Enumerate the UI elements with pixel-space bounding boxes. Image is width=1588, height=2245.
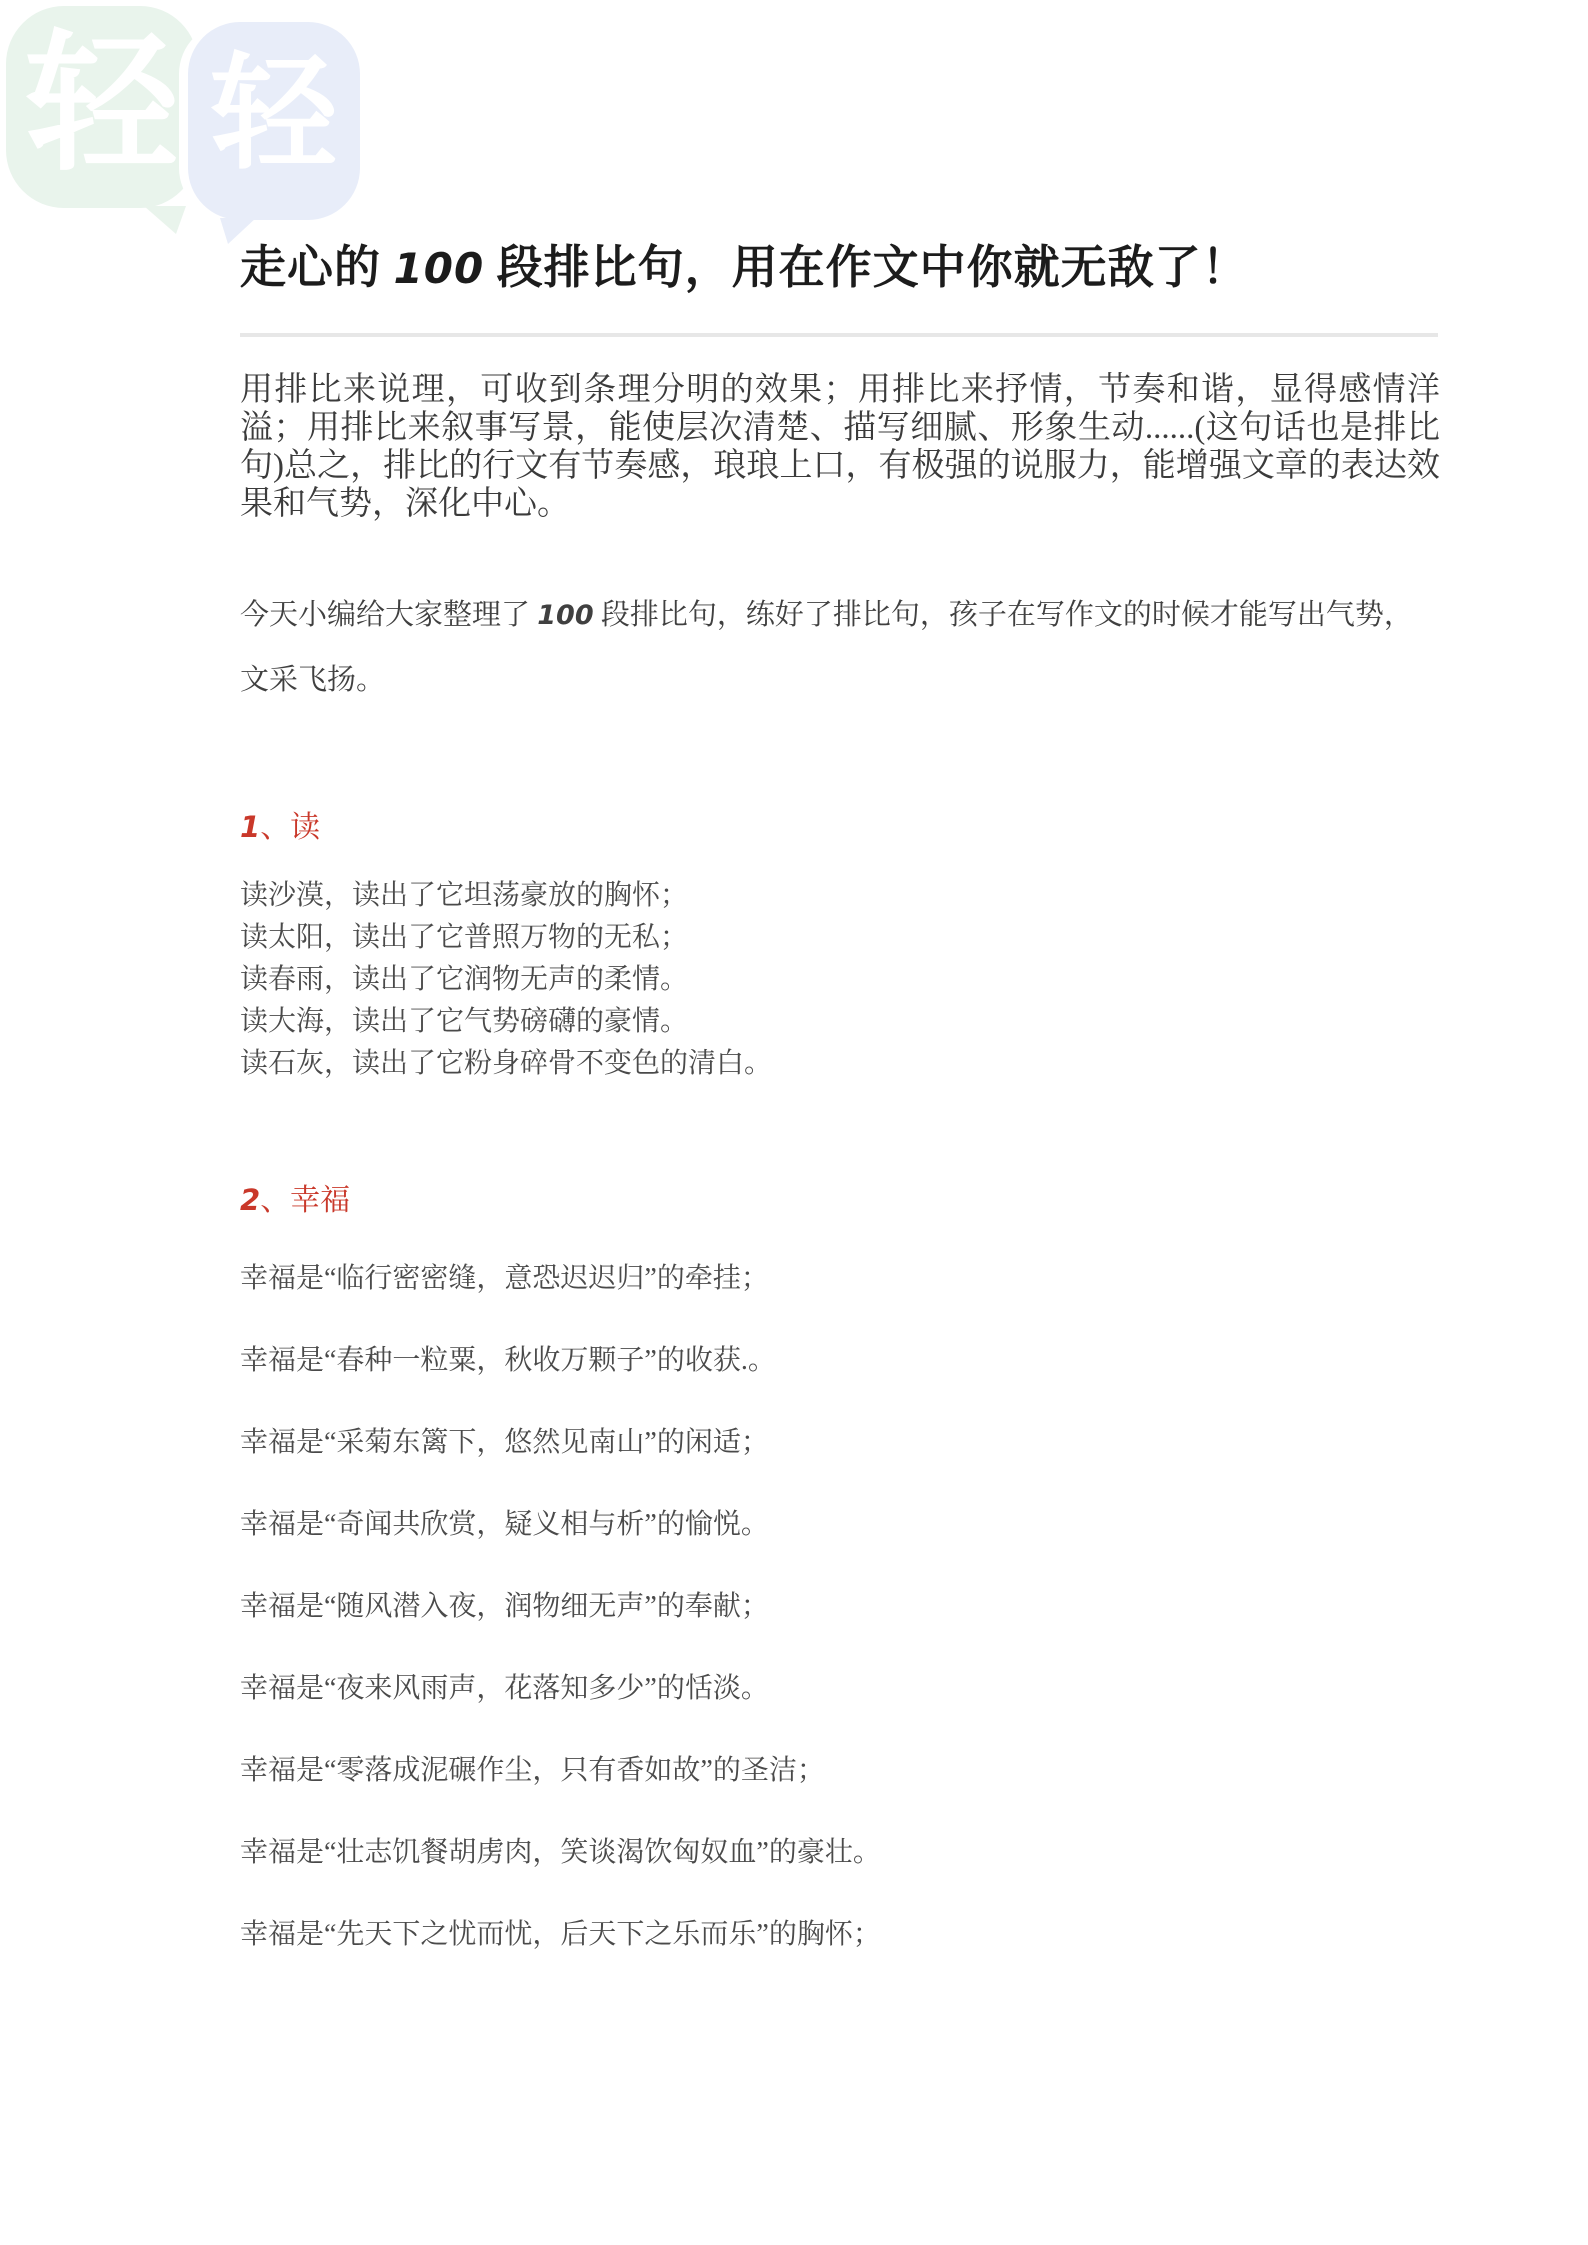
section-2-line: 幸福是“夜来风雨声，花落知多少”的恬淡。 [240, 1672, 769, 1704]
section-2-line: 幸福是“临行密密缝，意恐迟迟归”的牵挂； [240, 1262, 769, 1294]
summary-number: 100 [537, 599, 594, 631]
logo-speech-bubble-green [6, 6, 198, 208]
section-2-lines [240, 1258, 1440, 1956]
logo-character-right: 轻 [211, 40, 337, 187]
section-1-line: 读太阳，读出了它普照万物的无私； [240, 921, 689, 953]
section-2-happiness [240, 1181, 1440, 1956]
article-content [240, 0, 1440, 1956]
summary-paragraph [240, 583, 1440, 712]
section-1-read [240, 808, 1440, 1085]
page-title [240, 242, 1440, 295]
section-1-line: 读春雨，读出了它润物无声的柔情。 [240, 963, 689, 995]
title-number: 100 [393, 244, 485, 293]
section-2-line: 幸福是“随风潜入夜，润物细无声”的奉献； [240, 1590, 769, 1622]
section-2-line: 幸福是“春种一粒粟，秋收万颗子”的收获.。 [240, 1344, 776, 1376]
title-text-suffix: 段排比句，用在作文中你就无敌了！ [484, 242, 1249, 293]
section-2-line: 幸福是“零落成泥碾作尘，只有香如故”的圣洁； [240, 1754, 825, 1786]
logo-character-left: 轻 [26, 15, 178, 192]
title-text-prefix: 走心的 [240, 242, 394, 293]
section-1-line: 读大海，读出了它气势磅礴的豪情。 [240, 1005, 689, 1037]
title-divider [240, 333, 1438, 337]
section-1-line: 读沙漠，读出了它坦荡豪放的胸怀； [240, 879, 689, 911]
section-2-heading-number: 2 [240, 1182, 261, 1217]
section-1-heading-number: 1 [240, 809, 261, 844]
section-2-line: 幸福是“采菊东篱下，悠然见南山”的闲适； [240, 1426, 769, 1458]
section-1-heading [240, 808, 1440, 847]
section-2-line: 幸福是“先天下之忧而忧，后天下之乐而乐”的胸怀； [240, 1918, 881, 1950]
section-2-heading [240, 1181, 1440, 1220]
section-1-heading-text: 、读 [260, 810, 321, 844]
section-1-lines [240, 875, 1440, 1085]
section-2-line: 幸福是“奇闻共欣赏，疑义相与析”的愉悦。 [240, 1508, 769, 1540]
summary-text-suffix: 段排比句，练好了排比句，孩子在写作文的时候才能写出气势，文采飞扬。 [240, 598, 1413, 696]
intro-paragraph: 用排比来说理，可收到条理分明的效果；用排比来抒情，节奏和谐，显得感情洋溢；用排比来叙事写景，能使层次清楚、描写细腻、形象生动......(这句话也是排比句)总之，排比的行文有节奏感，琅琅上口，有极强的说服力，能增强文章的表达效果和气势，深化中心。 [240, 371, 1440, 522]
summary-text-prefix: 今天小编给大家整理了 [240, 598, 538, 631]
section-2-line: 幸福是“壮志饥餐胡虏肉，笑谈渴饮匈奴血”的豪壮。 [240, 1836, 881, 1868]
section-2-heading-text: 、幸福 [260, 1183, 351, 1217]
section-1-line: 读石灰，读出了它粉身碎骨不变色的清白。 [240, 1047, 773, 1079]
